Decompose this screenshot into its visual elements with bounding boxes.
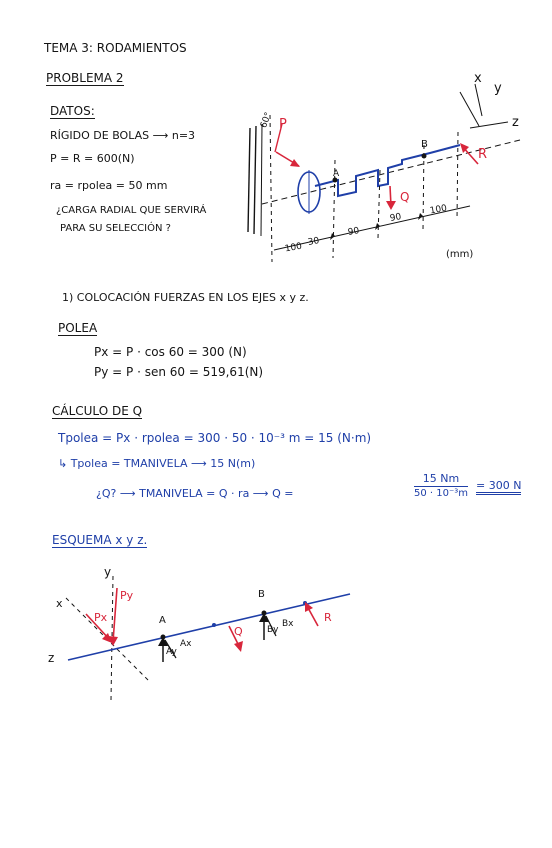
fbd-a-label: A [159, 615, 166, 626]
problem-title: PROBLEMA 2 [46, 71, 124, 85]
force-p-label: P [279, 117, 287, 132]
fbd-z-label: z [48, 651, 55, 665]
dim-100-left: 100 [284, 241, 303, 255]
axis-y-label: y [494, 81, 502, 96]
datos-label: DATOS: [50, 104, 95, 118]
dim-100-right: 100 [429, 203, 448, 217]
fbd-bx-label: Bx [282, 619, 294, 629]
datos-radius: ra = rpolea = 50 mm [50, 179, 168, 192]
axis-x-label: x [474, 71, 482, 86]
force-r-label: R [478, 147, 488, 162]
calculo-line-2: ↳ Tpolea = TMANIVELA ⟶ 15 N(m) [58, 457, 256, 470]
bearing-b-label: B [421, 139, 428, 150]
fbd-by-label: By [267, 625, 279, 635]
dim-90-a: 90 [347, 226, 361, 238]
fbd-px-label: Px [94, 611, 108, 624]
polea-py: Py = P · sen 60 = 519,61(N) [94, 365, 264, 379]
fbd-x-label: x [56, 597, 63, 610]
datos-bearing-type: RÍGIDO DE BOLAS ⟶ n=3 [50, 129, 196, 142]
fbd-r-label: R [324, 611, 332, 624]
q-fraction-denominator: 50 · 10⁻³m [414, 488, 469, 499]
fbd-q-label: Q [234, 625, 243, 638]
dim-30: 30 [307, 236, 321, 248]
calculo-line-3: ¿Q? ⟶ TMANIVELA = Q · ra ⟶ Q = [96, 487, 294, 500]
datos-question-2: PARA SU SELECCIÓN ? [60, 223, 171, 234]
bearing-a-label: A [333, 169, 340, 179]
fbd-b-label: B [258, 589, 265, 600]
datos-question-1: ¿CARGA RADIAL QUE SERVIRÁ [56, 205, 207, 216]
polea-px: Px = P · cos 60 = 300 (N) [94, 345, 247, 359]
angle-label: 60° [259, 111, 274, 130]
force-q-label: Q [400, 190, 410, 204]
calculo-label: CÁLCULO DE Q [52, 404, 143, 418]
esquema-label: ESQUEMA x y z. [52, 533, 148, 547]
axis-z-label: z [512, 115, 519, 130]
fbd-y-label: y [104, 565, 112, 579]
unit-label: (mm) [446, 249, 474, 260]
q-fraction-numerator: 15 Nm [414, 473, 468, 487]
fbd-ay-label: Ay [166, 647, 177, 657]
datos-forces: P = R = 600(N) [50, 152, 135, 165]
section-1-title: 1) COLOCACIÓN FUERZAS EN LOS EJES x y z. [62, 291, 309, 304]
fbd-ax-label: Ax [180, 639, 192, 649]
dim-90-b: 90 [389, 212, 403, 224]
polea-label: POLEA [58, 321, 98, 335]
calculo-line-1: Tpolea = Px · rpolea = 300 · 50 · 10⁻³ m = 15 (N·m) [58, 431, 372, 445]
q-result: = 300 N [476, 480, 521, 495]
topic-title: TEMA 3: RODAMIENTOS [44, 41, 187, 55]
fbd-py-label: Py [120, 589, 134, 602]
